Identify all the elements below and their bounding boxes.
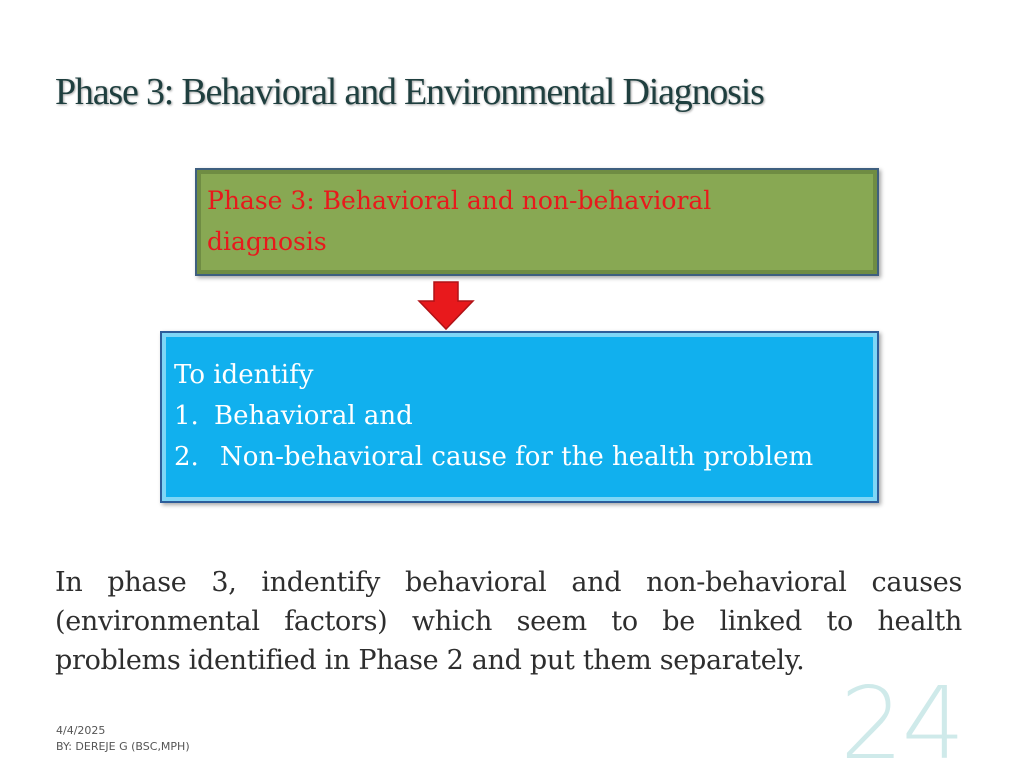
identify-box	[160, 331, 879, 503]
page-number: 24	[840, 665, 964, 768]
body-paragraph: In phase 3, indentify behavioral and non-behavioral causes (environmental factors) which seem to be linked to health problems identified in Phase 2 and put them separately.	[55, 567, 962, 676]
list-item-number: 1.	[174, 401, 199, 431]
list-item-number: 2.	[174, 442, 199, 472]
list-item-text: Behavioral and	[214, 401, 413, 431]
identify-list	[174, 355, 813, 478]
phase-box	[195, 168, 879, 276]
phase-box-text: Phase 3: Behavioral and non-behavioral diagnosis	[207, 186, 712, 256]
list-item-text: Non-behavioral cause for the health problem	[220, 442, 814, 472]
footer-author: BY: DEREJE G (BSC,MPH)	[56, 740, 190, 753]
footer-date: 4/4/2025	[56, 724, 106, 737]
down-arrow-icon	[417, 281, 475, 331]
slide-title: Phase 3: Behavioral and Environmental Diagnosis	[55, 71, 764, 113]
list-item	[174, 437, 813, 478]
identify-intro: To identify	[174, 360, 314, 390]
list-item	[174, 396, 813, 437]
